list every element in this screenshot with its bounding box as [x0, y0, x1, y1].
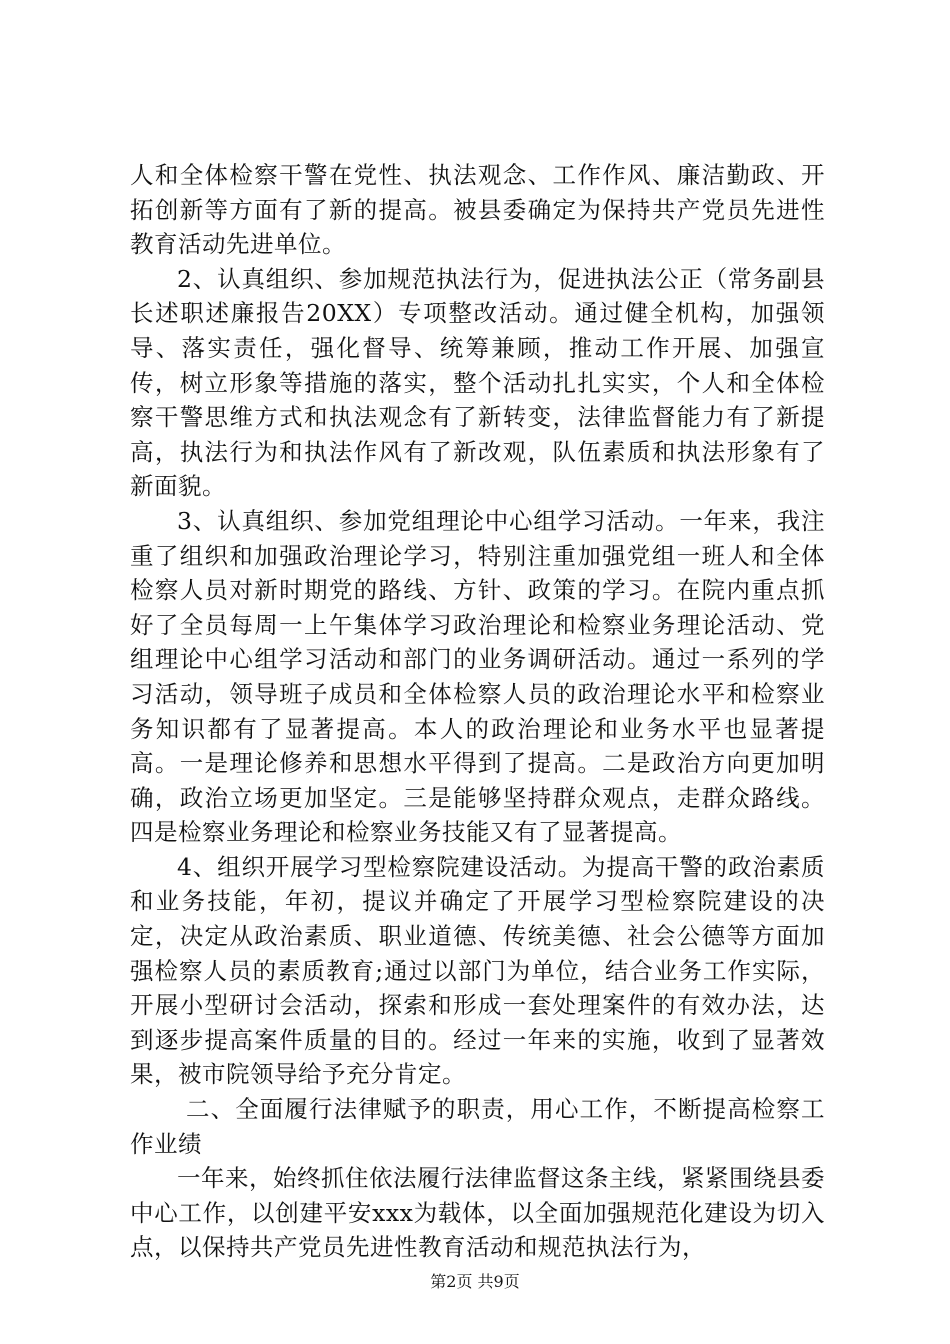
page-number-footer: 第2页 共9页 — [430, 1272, 520, 1291]
paragraph: 人和全体检察干警在党性、执法观念、工作作风、廉洁勤政、开拓创新等方面有了新的提高。被县委确定为保持共产党员先进性教育活动先进单位。 — [130, 161, 825, 259]
paragraph: 4、组织开展学习型检察院建设活动。为提高干警的政治素质和业务技能，年初，提议并确定了开展学习型检察院建设的决定，决定从政治素质、职业道德、传统美德、社会公德等方面加强检察人员的素质教育;通过以部门为单位，结合业务工作实际，开展小型研讨会活动，探索和形成一套处理案件的有效办法，达到逐步提高案件质量的目的。经过一年来的实施，收到了显著效果，被市院领导给予充分肯定。 — [130, 852, 825, 1089]
paragraph: 2、认真组织、参加规范执法行为，促进执法公正（常务副县长述职述廉报告20XX）专项整改活动。通过健全机构，加强领导、落实责任，强化督导、统筹兼顾，推动工作开展、加强宣传，树立形象等措施的落实，整个活动扎扎实实，个人和全体检察干警思维方式和执法观念有了新转变，法律监督能力有了新提高，执法行为和执法作风有了新改观，队伍素质和执法形象有了新面貌。 — [130, 264, 825, 501]
section-heading: 二、全面履行法律赋予的职责，用心工作，不断提高检察工作业绩 — [130, 1095, 825, 1158]
paragraph: 一年来，始终抓住依法履行法律监督这条主线，紧紧围绕县委中心工作，以创建平安xxx为载体，以全面加强规范化建设为切入点，以保持共产党员先进性教育活动和规范执法行为， — [130, 1164, 825, 1262]
paragraph: 3、认真组织、参加党组理论中心组学习活动。一年来，我注重了组织和加强政治理论学习，特别注重加强党组一班人和全体检察人员对新时期党的路线、方针、政策的学习。在院内重点抓好了全员每周一上午集体学习政治理论和检察业务理论活动、党组理论中心组学习活动和部门的业务调研活动。通过一系列的学习活动，领导班子成员和全体检察人员的政治理论水平和检察业务知识都有了显著提高。本人的政治理论和业务水平也显著提高。一是理论修养和思想水平得到了提高。二是政治方向更加明确，政治立场更加坚定。三是能够坚持群众观点，走群众路线。四是检察业务理论和检察业务技能又有了显著提高。 — [130, 506, 825, 847]
document-body — [130, 158, 825, 1265]
